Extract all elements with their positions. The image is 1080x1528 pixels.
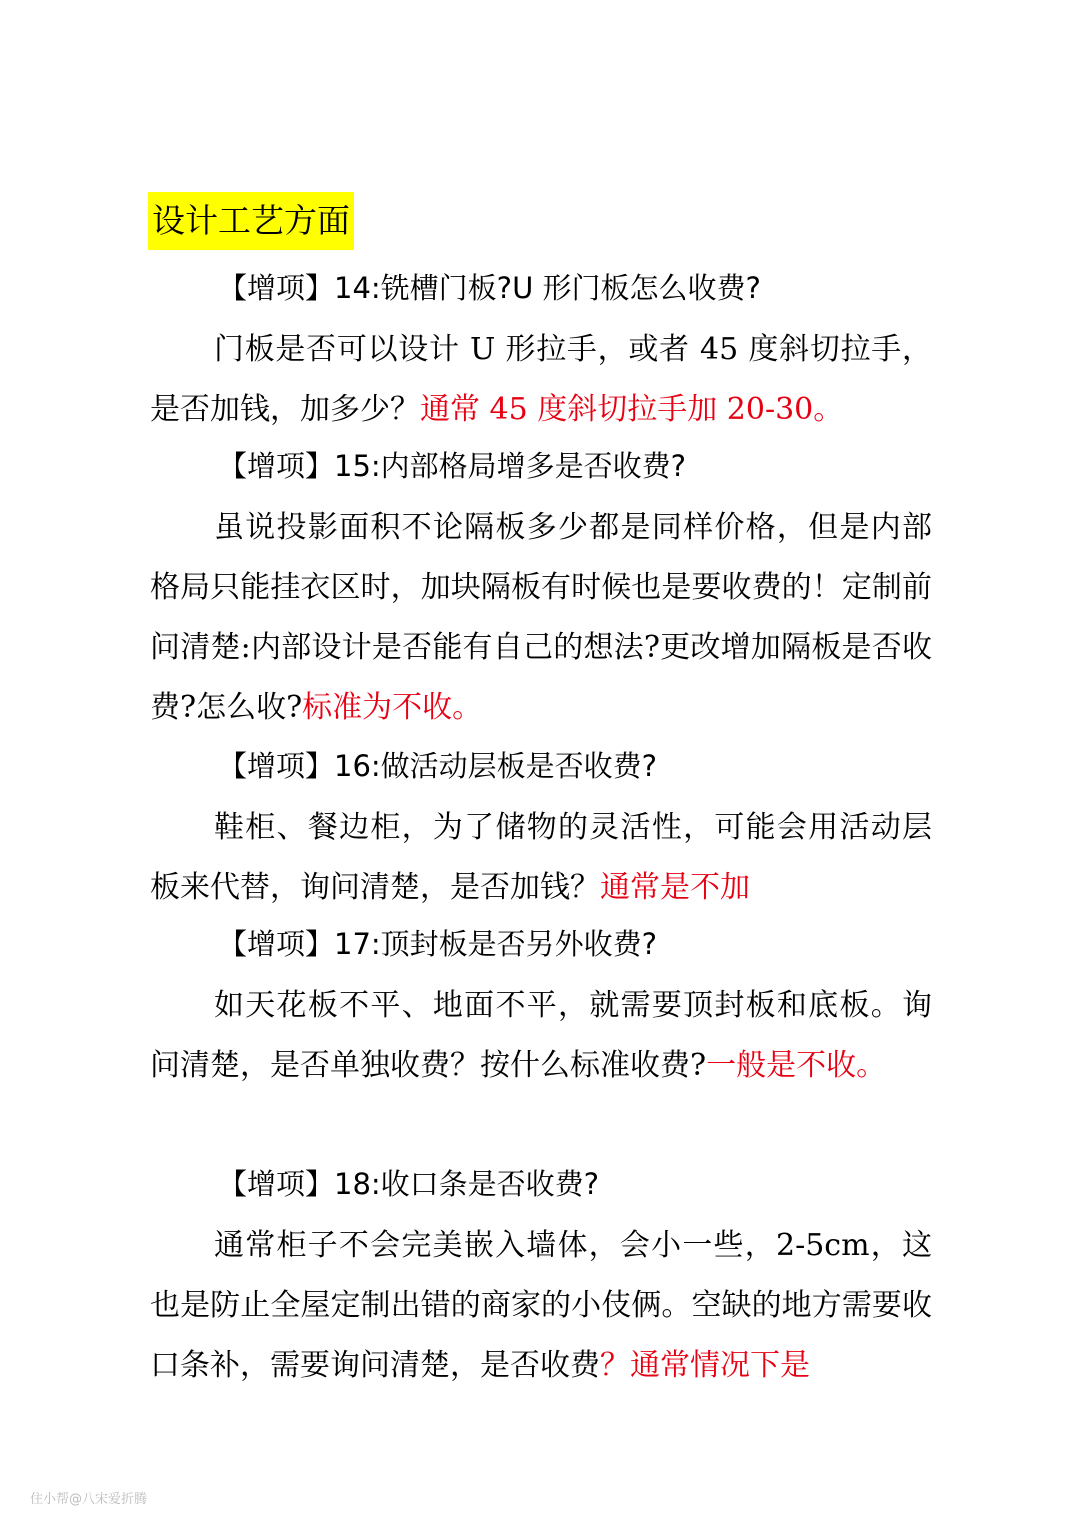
item-17-heading: 【增项】17:顶封板是否另外收费? <box>218 927 658 961</box>
item-17-answer: 一般是不收。 <box>706 1048 887 1083</box>
section-title: 设计工艺方面 <box>148 192 354 250</box>
item-18-body <box>150 1216 932 1396</box>
item-18-answer: ？通常情况下是 <box>600 1348 810 1383</box>
item-18-heading: 【增项】18:收口条是否收费? <box>218 1167 600 1201</box>
item-15-heading: 【增项】15:内部格局增多是否收费? <box>218 449 687 483</box>
item-16-answer: 通常是不加 <box>600 870 750 905</box>
item-14-body <box>150 320 932 440</box>
item-14-question: 门板是否可以设计 U 形拉手，或者 45 度斜切拉手，是否加钱，加多少？ <box>150 332 932 427</box>
item-17-body <box>150 976 932 1096</box>
item-14-heading: 【增项】14:铣槽门板?U 形门板怎么收费? <box>218 271 761 305</box>
item-17-question: 如天花板不平、地面不平，就需要顶封板和底板。询问清楚，是否单独收费？按什么标准收费? <box>150 988 932 1083</box>
item-15-body <box>150 498 932 738</box>
item-18-question: 通常柜子不会完美嵌入墙体，会小一些，2-5cm，这也是防止全屋定制出错的商家的小伎俩。空缺的地方需要收口条补，需要询问清楚，是否收费 <box>150 1228 932 1383</box>
item-15-question: 虽说投影面积不论隔板多少都是同样价格，但是内部格局只能挂衣区时，加块隔板有时候也是要收费的！定制前问清楚:内部设计是否能有自己的想法?更改增加隔板是否收费?怎么收? <box>150 510 932 725</box>
item-16-heading: 【增项】16:做活动层板是否收费? <box>218 749 658 783</box>
watermark: 住小帮@八宋爱折腾 <box>30 1492 148 1507</box>
item-16-question: 鞋柜、餐边柜，为了储物的灵活性，可能会用活动层板来代替，询问清楚，是否加钱？ <box>150 810 932 905</box>
item-14-answer: 通常 45 度斜切拉手加 20-30。 <box>420 392 844 427</box>
item-15-answer: 标准为不收。 <box>302 690 483 725</box>
item-16-body <box>150 798 932 918</box>
